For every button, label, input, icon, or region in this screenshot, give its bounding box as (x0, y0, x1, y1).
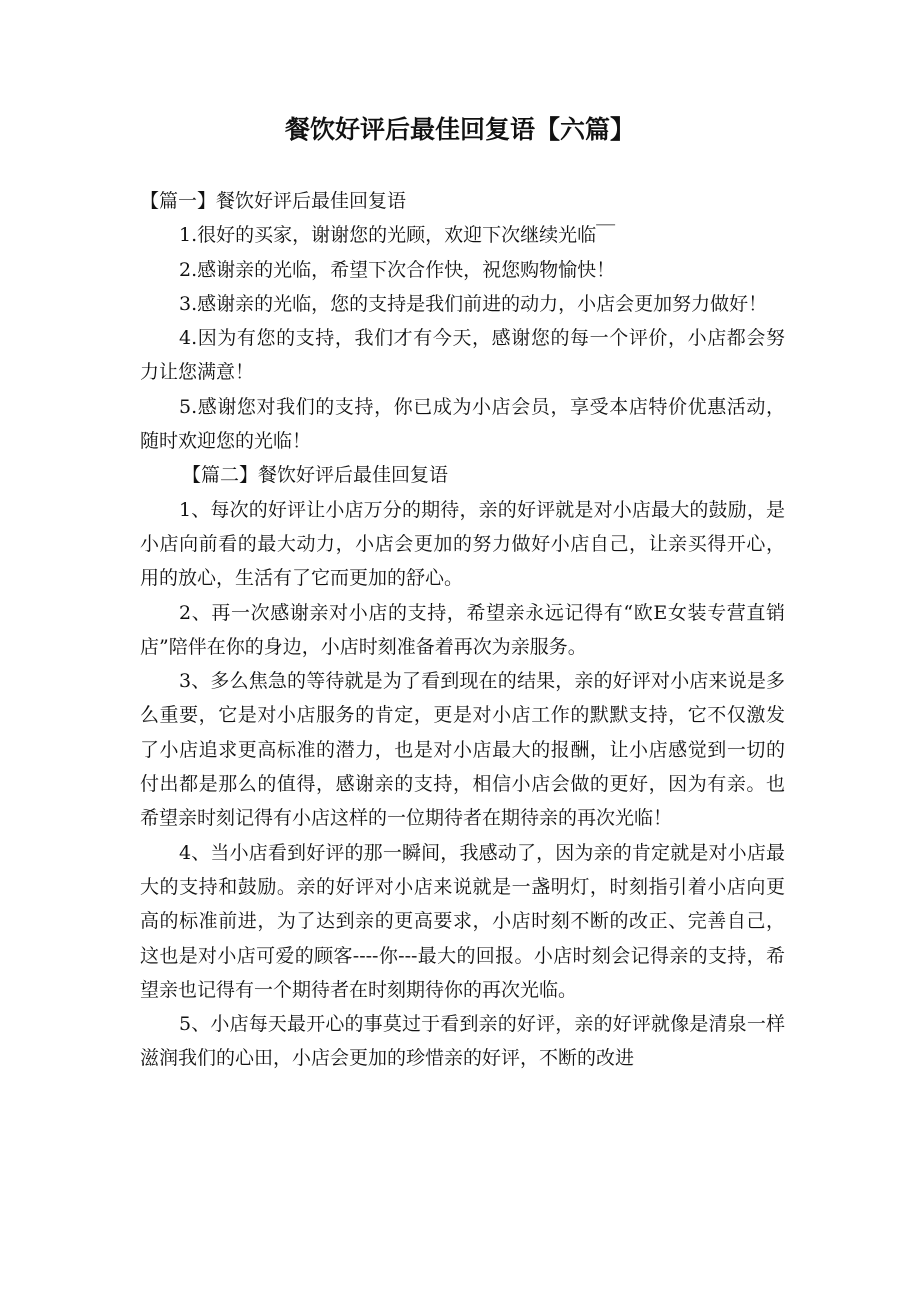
paragraph: 1.很好的买家，谢谢您的光顾，欢迎下次继续光临￣ (179, 224, 616, 247)
paragraph: 4、当小店看到好评的那一瞬间，我感动了，因为亲的肯定就是对小店最大的支持和鼓励。亲的好评对小店来说就是一盏明灯，时刻指引着小店向更高的标准前进，为了达到亲的更高要求，小店时刻不断的改正、完善自己，这也是对小店可爱的顾客----你---最大的回报。小店时刻会记得亲的支持，希望亲也记得有一个期待者在时刻期待你的再次光临。 (140, 841, 785, 1001)
paragraph: 3、多么焦急的等待就是为了看到现在的结果，亲的好评对小店来说是多么重要，它是对小店服务的肯定，更是对小店工作的默默支持，它不仅激发了小店追求更高标准的潜力，也是对小店最大的报酬，让小店感觉到一切的付出都是那么的值得，感谢亲的支持，相信小店会做的更好，因为有亲。也希望亲时刻记得有小店这样的一位期待者在期待亲的再次光临！ (140, 670, 785, 830)
paragraph: 2.感谢亲的光临，希望下次合作快，祝您购物愉快！ (179, 258, 616, 281)
section-heading: 【篇一】餐饮好评后最佳回复语 (140, 190, 407, 212)
section-heading: 【篇二】餐饮好评后最佳回复语 (182, 464, 449, 487)
section-1 (140, 184, 785, 458)
section-2 (140, 458, 785, 1075)
paragraph: 5.感谢您对我们的支持，你已成为小店会员，享受本店特价优惠活动，随时欢迎您的光临！ (140, 395, 785, 453)
paragraph: 2、再一次感谢亲对小店的支持，希望亲永远记得有“欧E女装专营直销店”陪伴在你的身边，小店时刻准备着再次为亲服务。 (140, 601, 785, 658)
paragraph: 1、每次的好评让小店万分的期待，亲的好评就是对小店最大的鼓励，是小店向前看的最大动力，小店会更加的努力做好小店自己，让亲买得开心，用的放心，生活有了它而更加的舒心。 (140, 498, 785, 590)
document-body (140, 184, 785, 1076)
paragraph: 3.感谢亲的光临，您的支持是我们前进的动力，小店会更加努力做好！ (179, 292, 768, 315)
document-title: 餐饮好评后最佳回复语【六篇】 (284, 115, 635, 144)
paragraph: 4.因为有您的支持，我们才有今天，感谢您的每一个评价，小店都会努力让您满意！ (140, 327, 785, 384)
paragraph: 5、小店每天最开心的事莫过于看到亲的好评，亲的好评就像是清泉一样滋润我们的心田，小店会更加的珍惜亲的好评，不断的改进 (140, 1013, 785, 1070)
